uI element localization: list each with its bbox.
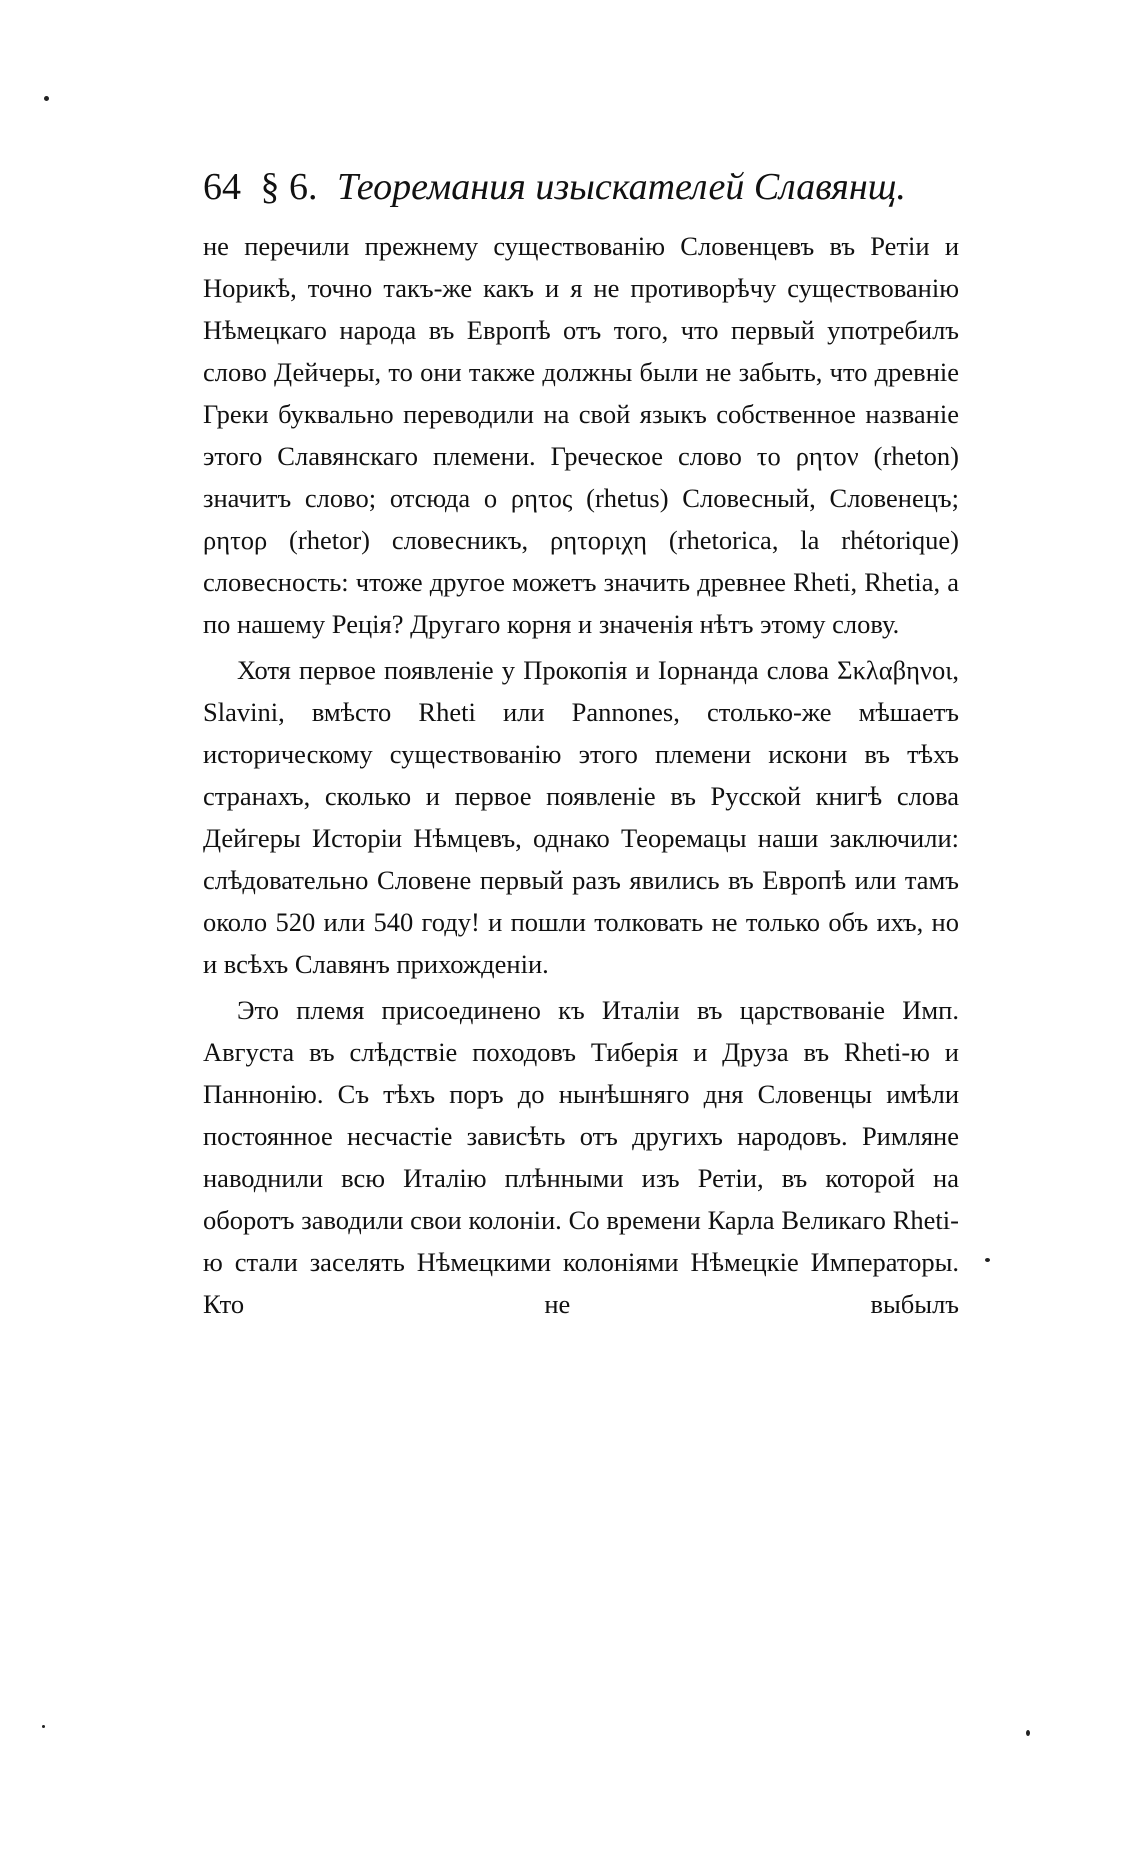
running-header [203, 165, 959, 211]
scan-speck [42, 1725, 45, 1728]
paragraph-1: не перечили прежнему существованію Словенцевъ въ Ретіи и Норикѣ, точно такъ-же какъ и я не противорѣчу существованію Нѣмецкаго народа въ Европѣ отъ того, что первый употребилъ слово Дейчеры, то они также должны были не забыть, что древніе Греки буквально переводили на свой языкъ собственное названіе этого Славянскаго племени. Греческое слово το ρητον (rheton) значитъ слово; отсюда ο ρητος (rhetus) Словесный, Словенецъ; ρητορ (rhetor) словесникъ, ρητοριχη (rhetorica, la rhétorique) словесность: чтоже другое можетъ значить древнее Rheti, Rhetia, а по нашему Реція? Другаго корня и значенія нѣтъ этому слову. [203, 230, 959, 639]
scan-speck [1026, 1730, 1030, 1736]
section-mark: § 6. [260, 166, 318, 208]
paragraph-2: Хотя первое появленіе у Прокопія и Іорнанда слова Σκλαβηνοι, Slavini, вмѣсто Rheti или Pannones, столько-же мѣшаетъ историческому существованію этого племени искони въ тѣхъ странахъ, сколько и первое появленіе въ Русской книгѣ слова Дейгеры Исторіи Нѣмцевъ, однако Теоремацы наши заключили: слѣдовательно Словене первый разъ явились въ Европѣ или тамъ около 520 или 540 году! и пошли толковать не только объ ихъ, но и всѣхъ Славянъ прихожденіи. [203, 654, 959, 979]
chapter-title: Теоремания изыскателей Славянщ. [337, 166, 906, 208]
page-number: 64 [203, 166, 241, 208]
book-page [203, 165, 959, 1325]
paragraph-3: Это племя присоединено къ Италіи въ царствованіе Имп. Августа въ слѣдствіе походовъ Тиберія и Друза въ Rheti-ю и Паннонію. Съ тѣхъ поръ до нынѣшняго дня Словенцы имѣли постоянное несчастіе зависѣть отъ другихъ народовъ. Римляне наводнили всю Италію плѣнными изъ Ретіи, въ которой на оборотъ заводили свои колоніи. Со времени Карла Великаго Rheti-ю стали заселять Нѣмецкими колоніями Нѣмецкіе Императоры. Кто не выбылъ [203, 994, 959, 1319]
scan-speck [44, 96, 49, 101]
scan-speck [985, 1258, 990, 1262]
